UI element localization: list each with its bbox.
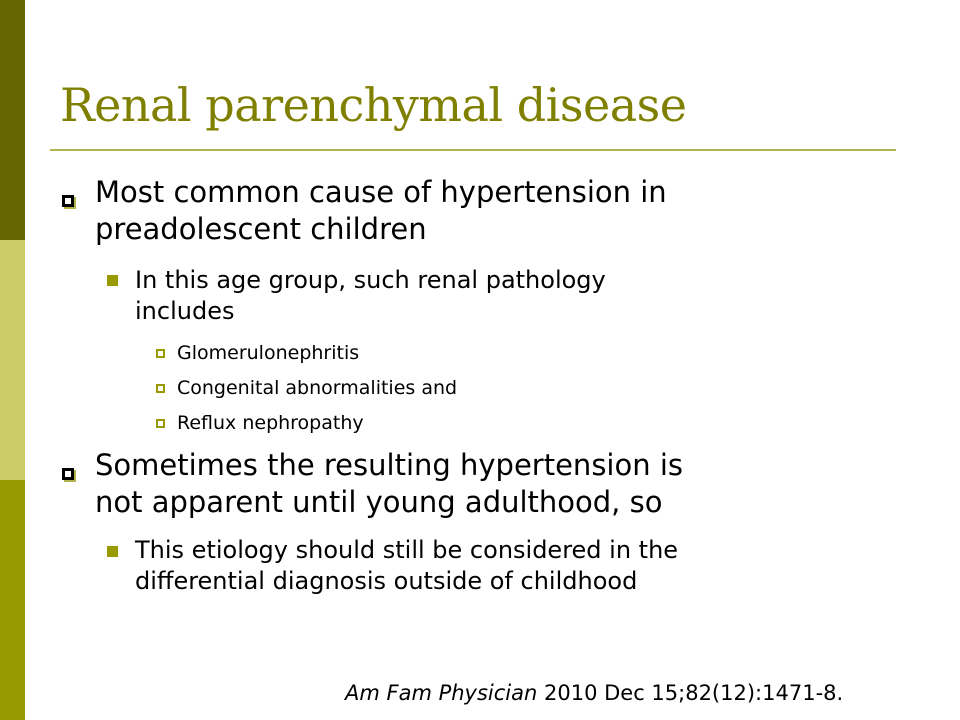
sidebar-bottom-segment <box>0 480 25 720</box>
bullet-item <box>95 174 667 248</box>
filled-square-bullet-icon <box>107 275 118 286</box>
filled-square-bullet-icon <box>107 546 118 557</box>
bullet-item <box>95 447 683 521</box>
hollow-square-bullet-icon <box>156 349 165 358</box>
bullet-text-line: Sometimes the resulting hypertension is <box>95 448 683 482</box>
sidebar-middle-segment <box>0 240 25 480</box>
bullet-text-line: In this age group, such renal pathology <box>135 266 606 294</box>
sidebar-top-segment <box>0 0 25 240</box>
bullet-item <box>135 265 606 327</box>
bullet-text-line: not apparent until young adulthood, so <box>95 485 663 519</box>
bullet-text-line: preadolescent children <box>95 212 427 246</box>
bullet-item: Congenital abnormalities and <box>177 377 458 399</box>
square-bullet-icon <box>62 468 74 480</box>
title-divider <box>50 149 896 151</box>
slide-title: Renal parenchymal disease <box>60 78 687 132</box>
citation-journal: Am Fam Physician <box>345 681 538 705</box>
square-bullet-icon <box>62 195 74 207</box>
hollow-square-bullet-icon <box>156 419 165 428</box>
bullet-item <box>135 535 678 597</box>
bullet-text-line: This etiology should still be considered in the <box>135 536 679 564</box>
bullet-item: Reflux nephropathy <box>177 412 364 434</box>
hollow-square-bullet-icon <box>156 384 165 393</box>
bullet-text-line: Most common cause of hypertension in <box>95 175 667 209</box>
citation <box>345 681 843 705</box>
bullet-item: Glomerulonephritis <box>177 342 360 364</box>
citation-details: 2010 Dec 15;82(12):1471-8. <box>537 681 844 705</box>
bullet-text-line: differential diagnosis outside of childhood <box>135 567 638 595</box>
bullet-text-line: includes <box>135 297 235 325</box>
